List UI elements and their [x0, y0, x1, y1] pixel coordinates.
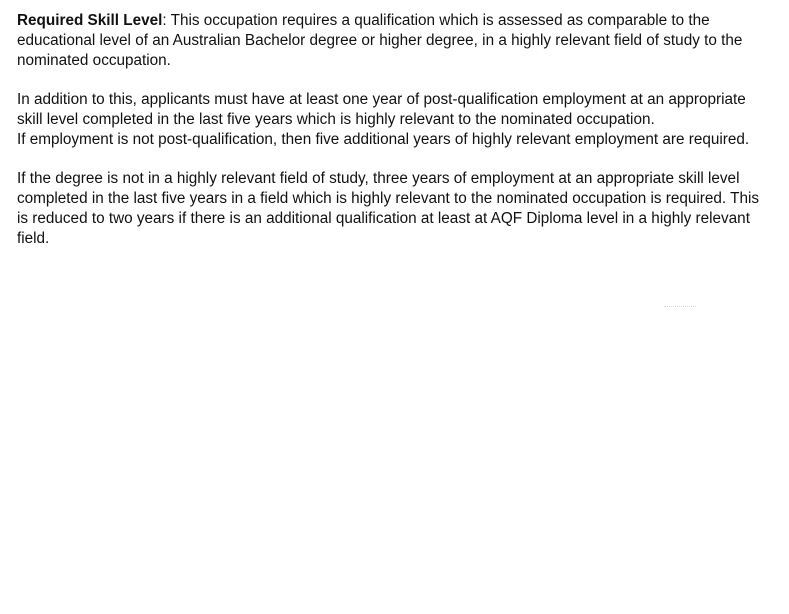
required-skill-paragraph [17, 11, 769, 71]
employment-requirement-paragraph: In addition to this, applicants must have at least one year of post-qualification employment at an appropriate skill level completed in the last five years which is highly relevant to the nominated occupation. [17, 91, 746, 128]
required-skill-heading: Required Skill Level [17, 12, 163, 29]
scan-artifact [664, 306, 696, 310]
non-post-qualification-paragraph: If employment is not post-qualification, then five additional years of highly relevant employment are required. [17, 131, 750, 148]
required-skill-text: : This occupation requires a qualification which is assessed as comparable to the educational level of an Australian Bachelor degree or higher degree, in a highly relevant field of study to the nominated occupation. [17, 12, 743, 69]
document-body [17, 11, 769, 249]
not-relevant-degree-paragraph: If the degree is not in a highly relevant field of study, three years of employment at an appropriate skill level completed in the last five years in a field which is highly relevant to the nominated occupation is required. This is reduced to two years if there is an additional qualification at least at AQF Diploma level in a highly relevant field. [17, 170, 760, 247]
